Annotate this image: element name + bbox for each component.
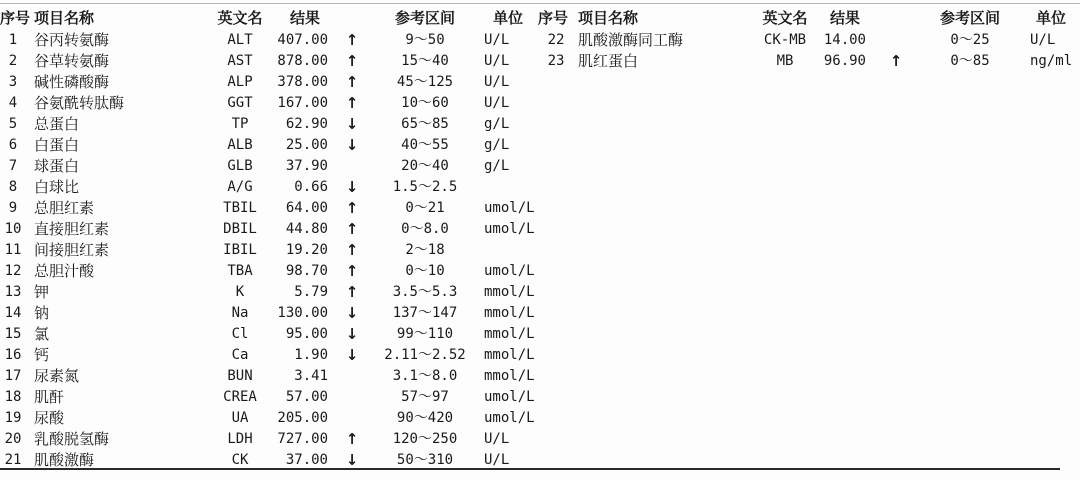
cell-en: ALT — [227, 32, 253, 48]
cell-seq: 18 — [4, 389, 22, 405]
cell-seq: 6 — [8, 137, 18, 153]
header-unit-right: 单位 — [1036, 9, 1067, 27]
cell-unit: U/L — [484, 53, 510, 69]
abnormal-flag: ↓ — [345, 451, 359, 469]
cell-seq: 19 — [4, 410, 22, 426]
cell-en: GLB — [227, 158, 253, 174]
cell-seq: 15 — [4, 326, 22, 342]
cell-name: 钙 — [34, 346, 50, 364]
cell-en: Na — [231, 305, 249, 321]
cell-unit: mmol/L — [484, 305, 535, 321]
abnormal-flag: ↓ — [345, 136, 359, 154]
cell-en: IBIL — [223, 242, 257, 258]
cell-en: DBIL — [223, 221, 257, 237]
abnormal-flag: ↑ — [345, 94, 359, 112]
cell-result: 205.00 — [277, 410, 328, 426]
cell-ref: 0～85 — [950, 53, 990, 69]
cell-ref: 9～50 — [405, 32, 445, 48]
cell-ref: 3.1～8.0 — [392, 368, 458, 384]
cell-result: 0.66 — [294, 179, 328, 195]
cell-en: K — [235, 284, 245, 300]
cell-en: BUN — [227, 368, 253, 384]
cell-ref: 2～18 — [405, 242, 445, 258]
cell-en: ALB — [227, 137, 253, 153]
cell-en: Ca — [231, 347, 249, 363]
cell-name: 肌红蛋白 — [578, 52, 639, 70]
abnormal-flag: ↑ — [345, 199, 359, 217]
cell-en: LDH — [227, 431, 253, 447]
abnormal-flag — [340, 366, 364, 386]
cell-result: 727.00 — [277, 431, 328, 447]
cell-result: 1.90 — [294, 347, 328, 363]
cell-name: 乳酸脱氢酶 — [34, 430, 110, 448]
cell-result: 407.00 — [277, 32, 328, 48]
cell-seq: 11 — [4, 242, 22, 258]
cell-name: 白球比 — [34, 178, 80, 196]
abnormal-flag: ↑ — [345, 262, 359, 280]
cell-seq: 1 — [8, 32, 18, 48]
cell-seq: 2 — [8, 53, 18, 69]
cell-ref: 0～21 — [405, 200, 445, 216]
cell-ref: 3.5～5.3 — [392, 284, 458, 300]
abnormal-flag: ↑ — [345, 52, 359, 70]
header-name: 项目名称 — [34, 9, 95, 27]
cell-seq: 17 — [4, 368, 22, 384]
abnormal-flag — [340, 387, 364, 407]
cell-name: 肌酸激酶 — [34, 451, 95, 469]
cell-ref: 137～147 — [392, 305, 458, 321]
cell-result: 37.90 — [285, 158, 328, 174]
cell-seq: 13 — [4, 284, 22, 300]
cell-name: 总蛋白 — [34, 115, 80, 133]
cell-ref: 90～420 — [396, 410, 454, 426]
cell-en: TP — [231, 116, 249, 132]
cell-seq: 4 — [8, 95, 18, 111]
cell-unit — [484, 240, 540, 260]
cell-result: 37.00 — [285, 452, 328, 468]
header-ref: 参考区间 — [394, 9, 455, 27]
cell-ref: 45～125 — [396, 74, 454, 90]
abnormal-flag: ↑ — [345, 73, 359, 91]
abnormal-flag: ↑ — [345, 220, 359, 238]
cell-en: MB — [776, 53, 794, 69]
cell-unit: U/L — [484, 32, 510, 48]
cell-result: 25.00 — [285, 137, 328, 153]
cell-seq: 16 — [4, 347, 22, 363]
cell-name: 直接胆红素 — [34, 220, 110, 238]
cell-name: 球蛋白 — [34, 157, 80, 175]
cell-result: 878.00 — [277, 53, 328, 69]
header-en-right: 英文名 — [762, 9, 808, 27]
cell-ref: 2.11～2.52 — [384, 347, 466, 363]
cell-en: GGT — [227, 95, 253, 111]
cell-en: Cl — [231, 326, 249, 342]
cell-unit: umol/L — [484, 221, 535, 237]
cell-seq: 23 — [547, 53, 565, 69]
cell-unit: mmol/L — [484, 326, 535, 342]
cell-unit: U/L — [484, 431, 510, 447]
cell-name: 间接胆红素 — [34, 241, 110, 259]
cell-name: 白蛋白 — [34, 136, 80, 154]
cell-seq: 10 — [4, 221, 22, 237]
cell-result: 57.00 — [285, 389, 328, 405]
cell-ref: 0～10 — [405, 263, 445, 279]
cell-name: 氯 — [34, 325, 50, 343]
header-seq: 序号 — [0, 9, 31, 27]
cell-name: 钠 — [34, 304, 50, 322]
cell-result: 64.00 — [285, 200, 328, 216]
abnormal-flag — [340, 408, 364, 428]
cell-unit: g/L — [484, 137, 510, 153]
cell-name: 谷草转氨酶 — [34, 52, 110, 70]
abnormal-flag: ↓ — [345, 304, 359, 322]
cell-ref: 120～250 — [392, 431, 458, 447]
cell-seq: 22 — [547, 32, 565, 48]
cell-result: 167.00 — [277, 95, 328, 111]
cell-unit: U/L — [1030, 32, 1056, 48]
cell-unit: mmol/L — [484, 284, 535, 300]
cell-name: 总胆红素 — [34, 199, 95, 217]
cell-name: 碱性磷酸酶 — [34, 73, 110, 91]
cell-ref: 0～25 — [950, 32, 990, 48]
cell-en: A/G — [227, 179, 253, 195]
abnormal-flag: ↓ — [345, 346, 359, 364]
cell-name: 总胆汁酸 — [34, 262, 95, 280]
abnormal-flag — [340, 156, 364, 176]
top-rule — [0, 3, 1080, 4]
cell-ref: 57～97 — [401, 389, 449, 405]
cell-result: 44.80 — [285, 221, 328, 237]
header-name-right: 项目名称 — [578, 9, 639, 27]
cell-en: CK — [231, 452, 249, 468]
cell-result: 98.70 — [285, 263, 328, 279]
cell-result: 62.90 — [285, 116, 328, 132]
header-seq-right: 序号 — [538, 9, 569, 27]
abnormal-flag — [884, 30, 908, 50]
cell-seq: 14 — [4, 305, 22, 321]
cell-unit: U/L — [484, 74, 510, 90]
header-ref-right: 参考区间 — [939, 9, 1000, 27]
cell-seq: 3 — [8, 74, 18, 90]
cell-ref: 99～110 — [396, 326, 454, 342]
cell-ref: 10～60 — [401, 95, 449, 111]
cell-seq: 5 — [8, 116, 18, 132]
cell-en: ALP — [227, 74, 253, 90]
cell-ref: 20～40 — [401, 158, 449, 174]
cell-unit: umol/L — [484, 410, 535, 426]
cell-seq: 12 — [4, 263, 22, 279]
bottom-rule — [0, 468, 1060, 470]
cell-unit: umol/L — [484, 200, 535, 216]
cell-unit — [484, 177, 540, 197]
cell-seq: 9 — [8, 200, 18, 216]
abnormal-flag: ↑ — [345, 430, 359, 448]
cell-unit: g/L — [484, 116, 510, 132]
cell-en: AST — [227, 53, 253, 69]
cell-en: TBA — [227, 263, 253, 279]
cell-ref: 15～40 — [401, 53, 449, 69]
cell-unit: g/L — [484, 158, 510, 174]
cell-seq: 21 — [4, 452, 22, 468]
cell-ref: 1.5～2.5 — [392, 179, 458, 195]
abnormal-flag: ↓ — [345, 115, 359, 133]
cell-unit: U/L — [484, 452, 510, 468]
cell-unit: umol/L — [484, 389, 535, 405]
cell-ref: 50～310 — [396, 452, 454, 468]
header-result: 结果 — [289, 9, 320, 27]
cell-result: 14.00 — [823, 32, 866, 48]
cell-name: 肌酸激酶同工酶 — [578, 31, 684, 49]
cell-en: UA — [231, 410, 249, 426]
cell-seq: 20 — [4, 431, 22, 447]
abnormal-flag: ↓ — [345, 325, 359, 343]
cell-result: 3.41 — [294, 368, 328, 384]
cell-en: CREA — [223, 389, 257, 405]
cell-result: 378.00 — [277, 74, 328, 90]
cell-name: 钾 — [34, 283, 50, 301]
cell-result: 19.20 — [285, 242, 328, 258]
cell-name: 谷丙转氨酶 — [34, 31, 110, 49]
cell-seq: 7 — [8, 158, 18, 174]
cell-ref: 65～85 — [401, 116, 449, 132]
abnormal-flag: ↑ — [345, 283, 359, 301]
cell-result: 130.00 — [277, 305, 328, 321]
cell-name: 尿酸 — [34, 409, 65, 427]
abnormal-flag: ↓ — [345, 178, 359, 196]
cell-result: 5.79 — [294, 284, 328, 300]
cell-unit: umol/L — [484, 263, 535, 279]
header-unit: 单位 — [493, 9, 524, 27]
cell-result: 96.90 — [823, 53, 866, 69]
cell-ref: 0～8.0 — [401, 221, 449, 237]
cell-unit: U/L — [484, 95, 510, 111]
abnormal-flag: ↑ — [889, 52, 903, 70]
cell-ref: 40～55 — [401, 137, 449, 153]
cell-name: 尿素氮 — [34, 367, 80, 385]
cell-result: 95.00 — [285, 326, 328, 342]
cell-unit: mmol/L — [484, 368, 535, 384]
cell-en: TBIL — [223, 200, 257, 216]
cell-name: 谷氨酰转肽酶 — [34, 94, 125, 112]
cell-unit: mmol/L — [484, 347, 535, 363]
abnormal-flag: ↑ — [345, 241, 359, 259]
abnormal-flag: ↑ — [345, 31, 359, 49]
header-result-right: 结果 — [829, 9, 860, 27]
header-en: 英文名 — [217, 9, 263, 27]
cell-unit: ng/ml — [1030, 53, 1073, 69]
cell-en: CK-MB — [763, 32, 807, 48]
cell-seq: 8 — [8, 179, 18, 195]
cell-name: 肌酐 — [34, 388, 65, 406]
